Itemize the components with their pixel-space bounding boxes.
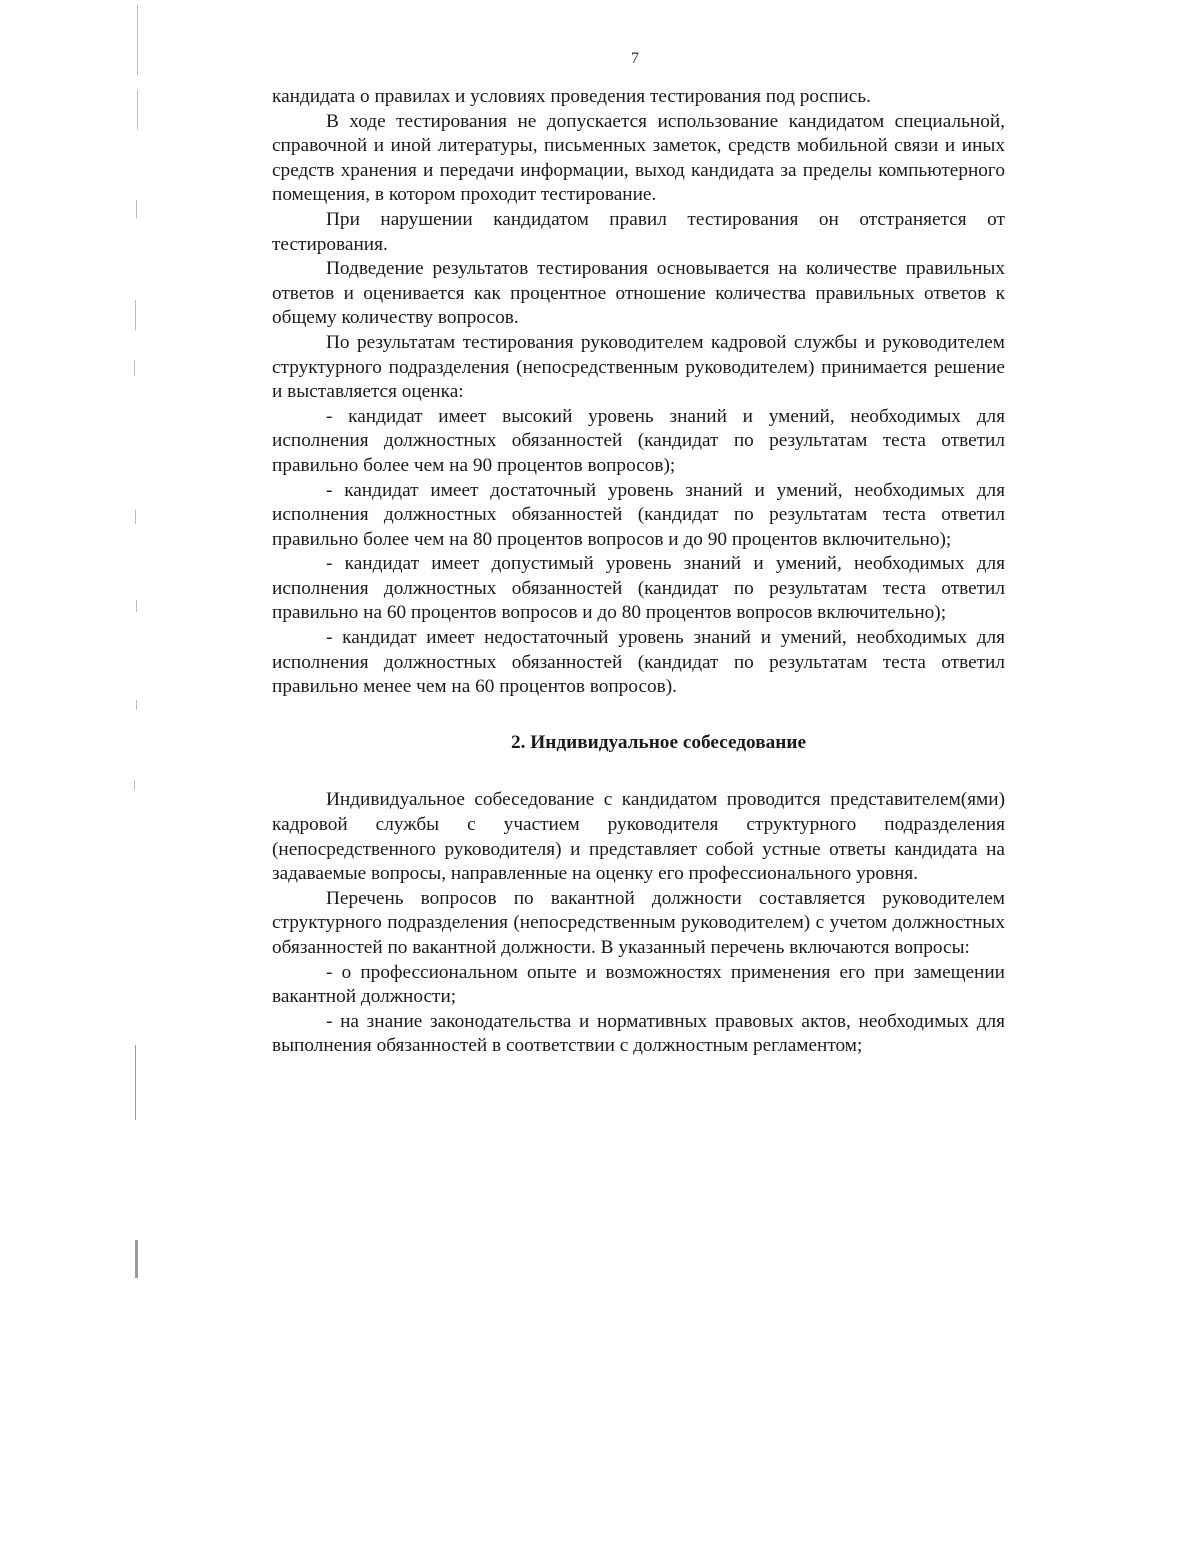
scan-edge-artifacts [130, 0, 144, 1553]
paragraph: - кандидат имеет достаточный уровень знаний и умений, необходимых для исполнения должностных обязанностей (кандидат по результатам теста ответил правильно более чем на 80 процентов вопросов и до 90 процентов включительно); [272, 479, 1005, 550]
paragraph: При нарушении кандидатом правил тестирования он отстраняется от тестирования. [272, 208, 1005, 255]
paragraph: - кандидат имеет высокий уровень знаний и умений, необходимых для исполнения должностных обязанностей (кандидат по результатам теста ответил правильно более чем на 90 процентов вопросов); [272, 405, 1005, 476]
section-1-paragraphs [272, 85, 1005, 700]
paragraph: По результатам тестирования руководителем кадровой службы и руководителем структурного подразделения (непосредственным руководителем) принимается решение и выставляется оценка: [272, 331, 1005, 403]
section-heading: 2. Индивидуальное собеседование [510, 731, 807, 753]
paragraph: - кандидат имеет недостаточный уровень знаний и умений, необходимых для исполнения должностных обязанностей (кандидат по результатам теста ответил правильно менее чем на 60 процентов вопросов). [272, 627, 1005, 698]
paragraph: Перечень вопросов по вакантной должности составляется руководителем структурного подразделения (непосредственным руководителем) с учетом должностных обязанностей по вакантной должности. В указанный перечень включаются вопросы: [272, 887, 1005, 958]
section-2-paragraphs [272, 788, 1005, 1059]
paragraph: кандидата о правилах и условиях проведения тестирования под роспись. [272, 86, 871, 107]
paragraph: Подведение результатов тестирования основывается на количестве правильных ответов и оценивается как процентное отношение количества правильных ответов к общему количеству вопросов. [272, 258, 1005, 329]
paragraph: - о профессиональном опыте и возможностях применения его при замещении вакантной должности; [272, 961, 1005, 1008]
paragraph: В ходе тестирования не допускается использование кандидатом специальной, справочной и иной литературы, письменных заметок, средств мобильной связи и иных средств хранения и передачи информации, выход кандидата за пределы компьютерного помещения, в котором проходит тестирование. [272, 110, 1005, 206]
paragraph: - кандидат имеет допустимый уровень знаний и умений, необходимых для исполнения должностных обязанностей (кандидат по результатам теста ответил правильно на 60 процентов вопросов и до 80 процентов вопросов включительно); [272, 553, 1005, 624]
page-number: 7 [631, 50, 639, 67]
document-body [272, 85, 1005, 1059]
paragraph: - на знание законодательства и нормативных правовых актов, необходимых для выполнения обязанностей в соответствии с должностным регламентом; [272, 1010, 1005, 1057]
paragraph: Индивидуальное собеседование с кандидатом проводится представителем(ями) кадровой службы с участием руководителя структурного подразделения (непосредственного руководителя) и представляет собой устные ответы кандидата на задаваемые вопросы, направленные на оценку его профессионального уровня. [272, 789, 1005, 885]
